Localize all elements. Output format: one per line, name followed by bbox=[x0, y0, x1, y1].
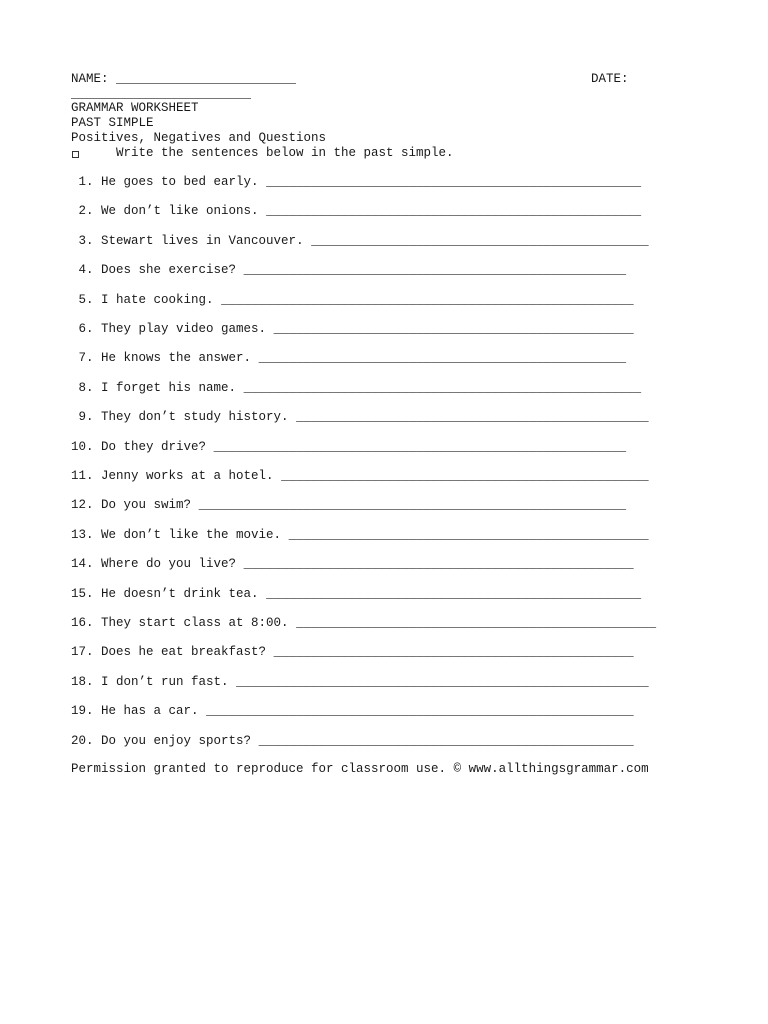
item-number: 13. bbox=[71, 527, 94, 542]
list-item bbox=[71, 293, 634, 308]
item-number: 11. bbox=[71, 469, 94, 483]
item-sentence: I forget his name. bbox=[101, 380, 237, 395]
answer-blank[interactable]: ___________________________________________________ bbox=[243, 263, 627, 278]
item-sentence: He goes to bed early. bbox=[101, 175, 259, 189]
item-number: 7. bbox=[71, 351, 94, 366]
item-number: 16. bbox=[71, 616, 94, 630]
list-item bbox=[71, 704, 634, 719]
item-sentence: I hate cooking. bbox=[101, 292, 214, 307]
item-number: 4. bbox=[71, 263, 94, 278]
item-sentence: We don’t like onions. bbox=[101, 204, 259, 219]
list-item bbox=[71, 528, 649, 543]
date-blank: ________________________ bbox=[71, 87, 252, 101]
item-number: 18. bbox=[71, 674, 94, 689]
worksheet-topic: Positives, Negatives and Questions bbox=[71, 131, 327, 145]
list-item bbox=[71, 204, 641, 219]
item-sentence: We don’t like the movie. bbox=[101, 527, 282, 542]
item-number: 2. bbox=[71, 204, 94, 219]
item-number: 14. bbox=[71, 557, 94, 572]
item-sentence: Does he eat breakfast? bbox=[101, 645, 267, 660]
list-item bbox=[71, 410, 649, 425]
answer-blank[interactable]: _____________________________________________________ bbox=[243, 380, 642, 395]
answer-blank[interactable]: _____________________________________________ bbox=[311, 233, 649, 248]
list-item bbox=[71, 351, 626, 366]
list-item bbox=[71, 263, 626, 278]
item-sentence: Do you swim? bbox=[101, 498, 192, 513]
worksheet-subtitle: PAST SIMPLE bbox=[71, 116, 154, 130]
date-label: DATE: bbox=[591, 72, 629, 86]
list-item bbox=[71, 498, 626, 513]
copyright-footer: Permission granted to reproduce for classroom use. © www.allthingsgrammar.com bbox=[71, 762, 649, 776]
item-number: 19. bbox=[71, 704, 94, 719]
list-item bbox=[71, 645, 634, 660]
list-item bbox=[71, 234, 649, 249]
item-number: 1. bbox=[71, 175, 94, 189]
answer-blank[interactable]: ________________________________________________ bbox=[273, 645, 634, 660]
answer-blank[interactable]: _________________________________________________ bbox=[258, 351, 627, 366]
worksheet-title: GRAMMAR WORKSHEET bbox=[71, 101, 199, 115]
answer-blank[interactable]: __________________________________________________ bbox=[266, 586, 642, 601]
item-sentence: Do you enjoy sports? bbox=[101, 733, 252, 748]
item-sentence: I don’t run fast. bbox=[101, 674, 229, 689]
item-sentence: They start class at 8:00. bbox=[101, 616, 289, 630]
answer-blank[interactable]: ____________________________________________________ bbox=[243, 557, 634, 572]
answer-blank[interactable]: __________________________________________________ bbox=[266, 204, 642, 219]
item-number: 3. bbox=[71, 233, 94, 248]
bullet-square-icon bbox=[72, 151, 79, 158]
list-item bbox=[71, 587, 641, 602]
name-line bbox=[71, 72, 296, 87]
answer-blank[interactable]: _________________________________________________________ bbox=[198, 498, 627, 513]
item-number: 12. bbox=[71, 498, 94, 513]
answer-blank[interactable]: ________________________________________________ bbox=[288, 527, 649, 542]
list-item bbox=[71, 734, 634, 749]
answer-blank[interactable]: _______________________________________________ bbox=[296, 410, 649, 425]
item-number: 5. bbox=[71, 292, 94, 307]
list-item bbox=[71, 175, 641, 190]
item-sentence: Do they drive? bbox=[101, 439, 207, 454]
item-sentence: He knows the answer. bbox=[101, 351, 252, 366]
item-number: 15. bbox=[71, 586, 94, 601]
list-item bbox=[71, 381, 641, 396]
instruction-text: Write the sentences below in the past simple. bbox=[116, 146, 454, 160]
answer-blank[interactable]: __________________________________________________ bbox=[258, 733, 634, 748]
item-sentence: Does she exercise? bbox=[101, 263, 237, 278]
answer-blank[interactable]: ________________________________________________ bbox=[273, 322, 634, 336]
item-number: 17. bbox=[71, 645, 94, 660]
item-number: 10. bbox=[71, 439, 94, 454]
answer-blank[interactable]: _______________________________________________________ bbox=[213, 439, 627, 454]
item-sentence: Where do you live? bbox=[101, 557, 237, 572]
answer-blank[interactable]: _______________________________________________________ bbox=[236, 674, 649, 689]
answer-blank[interactable]: _________________________________________________________ bbox=[206, 704, 634, 719]
list-item bbox=[71, 440, 626, 455]
item-sentence: He has a car. bbox=[101, 704, 199, 719]
item-sentence: Stewart lives in Vancouver. bbox=[101, 233, 304, 248]
item-number: 6. bbox=[71, 322, 94, 336]
name-blank: ________________________ bbox=[116, 72, 297, 86]
answer-blank[interactable]: _______________________________________________________ bbox=[221, 292, 634, 307]
list-item bbox=[71, 322, 634, 337]
item-number: 20. bbox=[71, 733, 94, 748]
list-item bbox=[71, 616, 656, 631]
item-sentence: They don’t study history. bbox=[101, 410, 289, 425]
item-sentence: Jenny works at a hotel. bbox=[101, 469, 274, 483]
answer-blank[interactable]: ________________________________________________ bbox=[296, 616, 657, 630]
answer-blank[interactable]: __________________________________________________ bbox=[266, 175, 642, 189]
item-number: 9. bbox=[71, 410, 94, 425]
list-item bbox=[71, 675, 649, 690]
list-item bbox=[71, 469, 649, 484]
item-number: 8. bbox=[71, 380, 94, 395]
item-sentence: They play video games. bbox=[101, 322, 267, 336]
answer-blank[interactable]: _________________________________________________ bbox=[281, 469, 649, 483]
list-item bbox=[71, 557, 634, 572]
item-sentence: He doesn’t drink tea. bbox=[101, 586, 259, 601]
name-label: NAME: bbox=[71, 72, 109, 86]
